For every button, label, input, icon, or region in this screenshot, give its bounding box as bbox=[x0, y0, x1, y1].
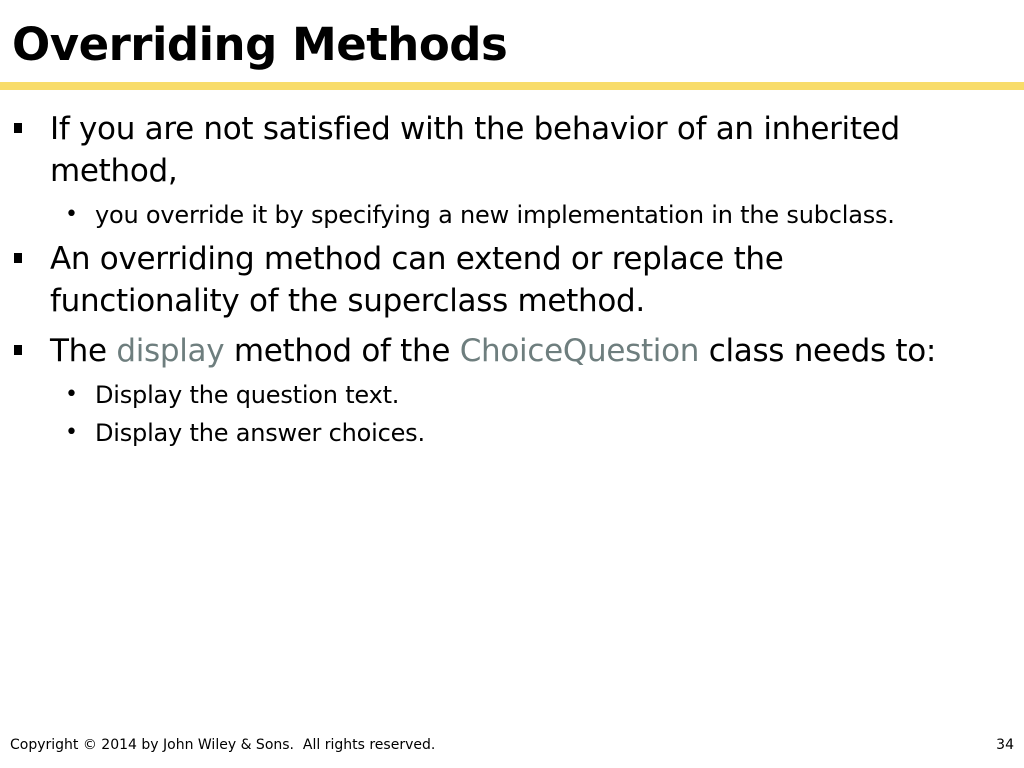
bullet-text: If you are not satisfied with the behavior of an inherited method, bbox=[50, 111, 900, 189]
square-bullet-icon bbox=[14, 123, 22, 133]
code-term-display: display bbox=[116, 333, 225, 369]
bullet-item bbox=[50, 238, 970, 322]
bullet-text-start: The bbox=[50, 333, 117, 369]
bullet-text-middle: method of the bbox=[224, 333, 460, 369]
bullet-text-end: class needs to: bbox=[699, 333, 937, 369]
sub-bullet-item bbox=[65, 198, 1005, 232]
round-bullet-icon: • bbox=[65, 382, 78, 407]
bullet-item bbox=[50, 330, 970, 372]
round-bullet-icon: • bbox=[65, 420, 78, 445]
copyright-footer: Copyright © 2014 by John Wiley & Sons. All rights reserved. bbox=[10, 737, 436, 753]
square-bullet-icon bbox=[14, 253, 22, 263]
sub-bullet-text: Display the answer choices. bbox=[95, 419, 425, 447]
round-bullet-icon: • bbox=[65, 202, 78, 227]
page-number: 34 bbox=[996, 737, 1014, 753]
code-term-choicequestion: ChoiceQuestion bbox=[459, 333, 700, 369]
sub-bullet-text: Display the question text. bbox=[95, 381, 400, 409]
title-underline bbox=[0, 82, 1024, 90]
sub-bullet-text: you override it by specifying a new implementation in the subclass. bbox=[95, 201, 895, 229]
sub-bullet-item bbox=[65, 416, 1005, 450]
slide-body bbox=[0, 108, 1024, 456]
sub-bullet-item bbox=[65, 378, 1005, 412]
bullet-item bbox=[50, 108, 970, 192]
bullet-text: An overriding method can extend or replace the functionality of the superclass method. bbox=[50, 241, 784, 319]
square-bullet-icon bbox=[14, 345, 22, 355]
slide-title: Overriding Methods bbox=[12, 18, 508, 71]
